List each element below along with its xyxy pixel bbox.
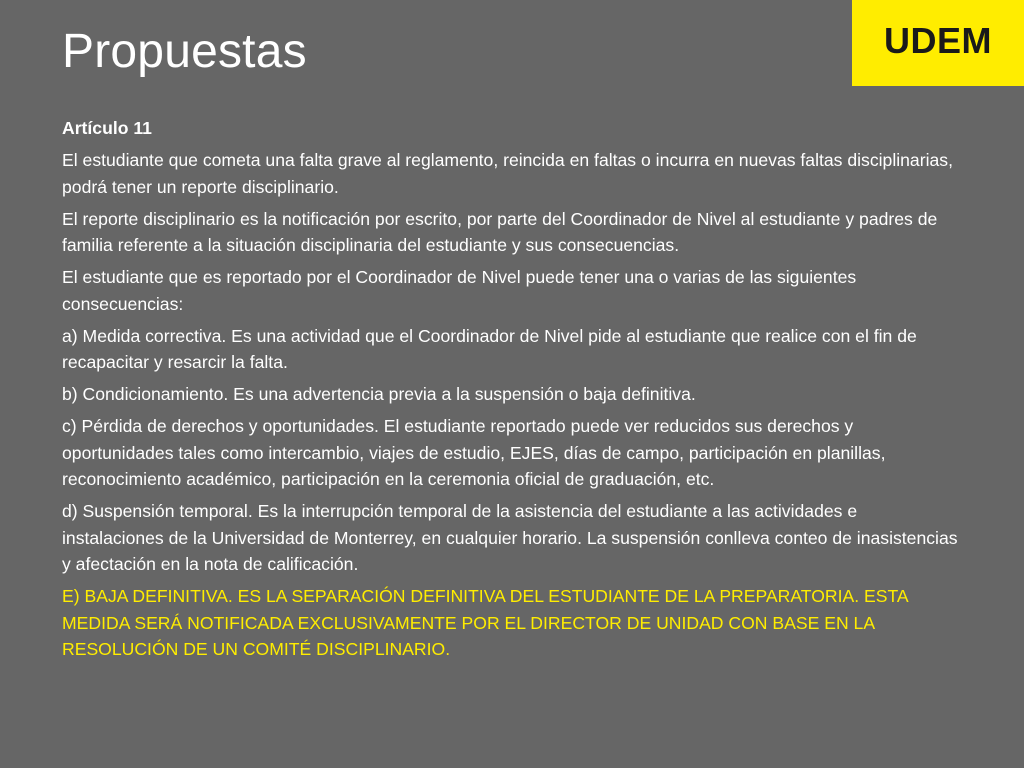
item-suspension-temporal: d) Suspensión temporal. Es la interrupción temporal de la asistencia del estudiante a las actividades e instalaciones de la Universidad de Monterrey, en cualquier horario. La suspensión conlleva conteo de inasistencias y afectación en la nota de calificación. — [62, 501, 958, 574]
item-baja-definitiva: E) BAJA DEFINITIVA. ES LA SEPARACIÓN DEFINITIVA DEL ESTUDIANTE DE LA PREPARATORIA. ESTA MEDIDA SERÁ NOTIFICADA EXCLUSIVAMENTE POR EL DIRECTOR DE UNIDAD CON BASE EN LA RESOLUCIÓN DE UN COMITÉ DISCIPLINARIO. — [62, 586, 908, 659]
article-heading: Artículo 11 — [62, 118, 152, 138]
item-medida-correctiva: a) Medida correctiva. Es una actividad que el Coordinador de Nivel pide al estudiante que realice con el fin de recapacitar y resarcir la falta. — [62, 325, 917, 372]
logo-text: UDEM — [884, 20, 992, 61]
item-perdida-derechos: c) Pérdida de derechos y oportunidades. El estudiante reportado puede ver reducidos sus derechos y oportunidades tales como intercambio, viajes de estudio, EJES, días de campo, participación en planillas, reconocimiento académico, participación en la ceremonia oficial de graduación, etc. — [62, 416, 886, 489]
slide-body — [62, 115, 962, 668]
item-condicionamiento: b) Condicionamiento. Es una advertencia previa a la suspensión o baja definitiva. — [62, 384, 696, 404]
paragraph-definicion: El reporte disciplinario es la notificación por escrito, por parte del Coordinador de Nivel al estudiante y padres de familia referente a la situación disciplinaria del estudiante y sus consecuencias. — [62, 208, 938, 255]
paragraph-reporte: El estudiante que cometa una falta grave al reglamento, reincida en faltas o incurra en nuevas faltas disciplinarias, podrá tener un reporte disciplinario. — [62, 150, 953, 197]
paragraph-consecuencias: El estudiante que es reportado por el Coordinador de Nivel puede tener una o varias de las siguientes consecuencias: — [62, 267, 857, 314]
udem-logo — [852, 0, 1024, 86]
slide-title: Propuestas — [62, 25, 307, 78]
